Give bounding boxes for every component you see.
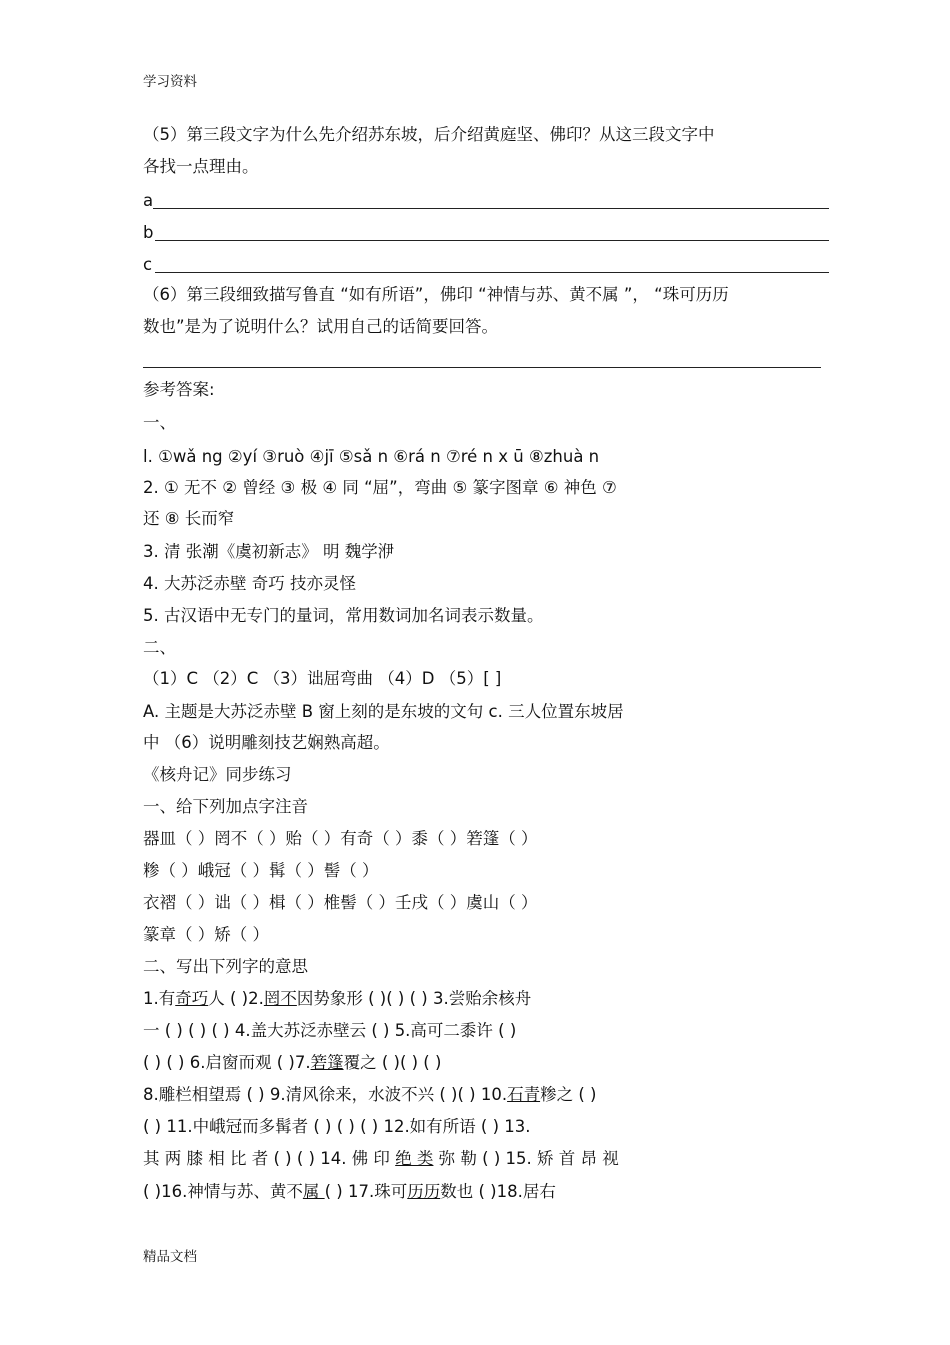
answer-3: 3. 清 张潮《虞初新志》 明 魏学洢	[143, 542, 395, 561]
page-header: 学习资料	[143, 74, 197, 90]
answer-part2-line2: A. 主题是大苏泛赤壁 B 窗上刻的是东坡的文句 c. 三人位置东坡居	[143, 702, 624, 721]
question-6-line1: （6）第三段细致描写鲁直 “如有所语”，佛印 “神情与苏、黄不属 ”， “珠可历历	[143, 285, 729, 304]
meaning-row-4: 8.雕栏相望焉 ( ) 9.清风徐来，水波不兴 ( )( ) 10.石青糁之 ( )	[143, 1085, 597, 1104]
answer-part2-line3: 中 （6）说明雕刻技艺娴熟高超。	[143, 733, 390, 752]
pinyin-row-3: 衣褶（ ）诎（ ）楫（ ）椎髻（ ）壬戌（ ）虞山（ ）	[143, 893, 538, 912]
answers-title: 参考答案:	[143, 380, 215, 399]
exercise-title: 《核舟记》同步练习	[143, 765, 292, 784]
answer-blank-a-line	[153, 208, 829, 209]
answer-blank-c-line	[155, 272, 829, 273]
meaning-row-1: 1.有奇巧人 ( )2.罔不因势象形 ( )( ) ( ) 3.尝贻余核舟	[143, 989, 532, 1008]
answer-4: 4. 大苏泛赤壁 奇巧 技亦灵怪	[143, 574, 356, 593]
question-6-answer-line	[143, 367, 821, 368]
answer-blank-a-label: a	[143, 191, 154, 210]
answer-1-pinyin: l. ①wǎ ng ②yí ③ruò ④jī ⑤sǎ n ⑥rá n ⑦ré n x ū ⑧zhuà n	[143, 447, 600, 466]
answers-part2-heading: 二、	[143, 638, 176, 657]
page-footer: 精品文档	[143, 1249, 197, 1265]
exercise-section2-heading: 二、写出下列字的意思	[143, 957, 308, 976]
question-5-line2: 各找一点理由。	[143, 157, 259, 176]
exercise-section1-heading: 一、给下列加点字注音	[143, 797, 308, 816]
meaning-row-5: ( ) 11.中峨冠而多髯者 ( ) ( ) ( ) 12.如有所语 ( ) 13.	[143, 1117, 531, 1136]
answer-blank-b-label: b	[143, 223, 154, 242]
answer-2-line2: 还 ⑧ 长而窄	[143, 509, 235, 528]
pinyin-row-4: 篆章（ ）矫（ ）	[143, 925, 269, 944]
answer-5: 5. 古汉语中无专门的量词，常用数词加名词表示数量。	[143, 606, 544, 625]
question-6-line2: 数也”是为了说明什么？试用自己的话简要回答。	[143, 317, 499, 336]
answer-part2-line1: （1）C （2）C （3）诎屈弯曲 （4）D （5）[ ]	[143, 669, 502, 688]
pinyin-row-1: 器皿（ ）罔不（ ）贻（ ）有奇（ ）黍（ ）箬篷（ ）	[143, 829, 538, 848]
answer-blank-c-label: c	[143, 255, 153, 274]
pinyin-row-2: 糁（ ）峨冠（ ）髯（ ）髻（ ）	[143, 861, 379, 880]
question-5-line1: （5）第三段文字为什么先介绍苏东坡，后介绍黄庭坚、佛印？从这三段文字中	[143, 125, 715, 144]
meaning-row-7: ( )16.神情与苏、黄不属 ( ) 17.珠可历历数也 ( )18.居右	[143, 1182, 556, 1201]
answer-2-line1: 2. ① 无不 ② 曾经 ③ 极 ④ 同 “屈”，弯曲 ⑤ 篆字图章 ⑥ 神色 ⑦	[143, 478, 617, 497]
meaning-row-2: 一 ( ) ( ) ( ) 4.盖大苏泛赤壁云 ( ) 5.高可二黍许 ( )	[143, 1021, 517, 1040]
meaning-row-3: ( ) ( ) 6.启窗而观 ( )7.箬篷覆之 ( )( ) ( )	[143, 1053, 442, 1072]
meaning-row-6: 其 两 膝 相 比 者 ( ) ( ) 14. 佛 印 绝 类 弥 勒 ( ) 15. 矫 首 昂 视	[143, 1149, 619, 1168]
answers-part1-heading: 一、	[143, 413, 176, 432]
answer-blank-b-line	[155, 240, 829, 241]
